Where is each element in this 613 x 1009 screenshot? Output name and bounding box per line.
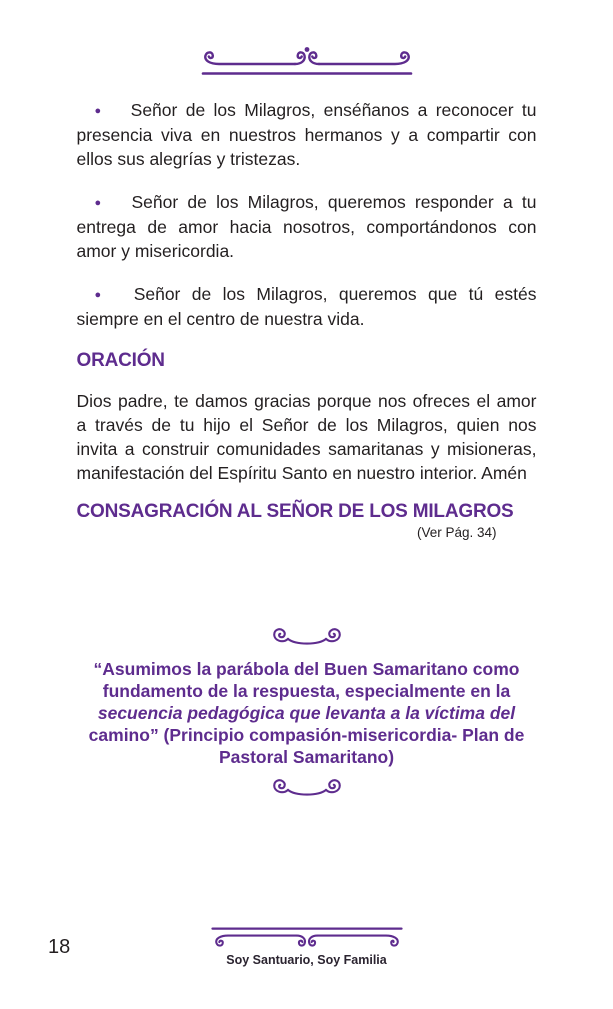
- list-item: [77, 282, 537, 331]
- scroll-divider-footer-icon: [194, 926, 420, 952]
- bullet-marker: ●: [94, 289, 108, 301]
- section-heading-consagracion: CONSAGRACIÓN AL SEÑOR DE LOS MILAGROS: [76, 501, 514, 522]
- prayer-text: Dios padre, te damos gracias porque nos ofreces el amor a través de tu hijo el Señor de los Milagros, quien nos invita a construir comunidades samaritanas y misioneras, manifestación del Espíritu Santo en nuestro interior. Amén: [76, 391, 537, 483]
- swirl-divider-icon: [269, 625, 345, 649]
- list-item-text: Señor de los Milagros, queremos responder a tu entrega de amor hacia nosotros, comportándonos con amor y misericordia.: [76, 192, 537, 261]
- petition-list: [77, 98, 537, 331]
- quote-line: “Asumimos la parábola del Buen Samaritano como: [93, 659, 520, 679]
- section-heading-oracion: ORACIÓN: [76, 350, 165, 371]
- swirl-divider-icon: [269, 776, 345, 800]
- bullet-marker: ●: [94, 105, 105, 117]
- page-footer: [0, 926, 613, 967]
- page-number: 18: [48, 936, 71, 958]
- list-item: [77, 98, 537, 171]
- quote-line: Pastoral Samaritano): [218, 747, 395, 767]
- text-column: [77, 98, 537, 540]
- scroll-divider-top-icon: [199, 43, 415, 77]
- quote-line: camino” (Principio compasión-misericordia- Plan de: [88, 725, 525, 745]
- quote-line-italic: secuencia pedagógica que levanta a la víctima del: [97, 703, 516, 723]
- footer-motto: Soy Santuario, Soy Familia: [226, 953, 387, 967]
- bullet-marker: ●: [94, 197, 106, 209]
- page-reference-caption: (Ver Pág. 34): [416, 525, 497, 540]
- list-item: [77, 190, 537, 263]
- samaritan-quote: [77, 658, 537, 768]
- quote-line: fundamento de la respuesta, especialmente en la: [102, 681, 511, 701]
- list-item-text: Señor de los Milagros, queremos que tú estés siempre en el centro de nuestra vida.: [76, 284, 537, 329]
- list-item-text: Señor de los Milagros, enséñanos a reconocer tu presencia viva en nuestros hermanos y a compartir con ellos sus alegrías y tristezas.: [76, 100, 537, 169]
